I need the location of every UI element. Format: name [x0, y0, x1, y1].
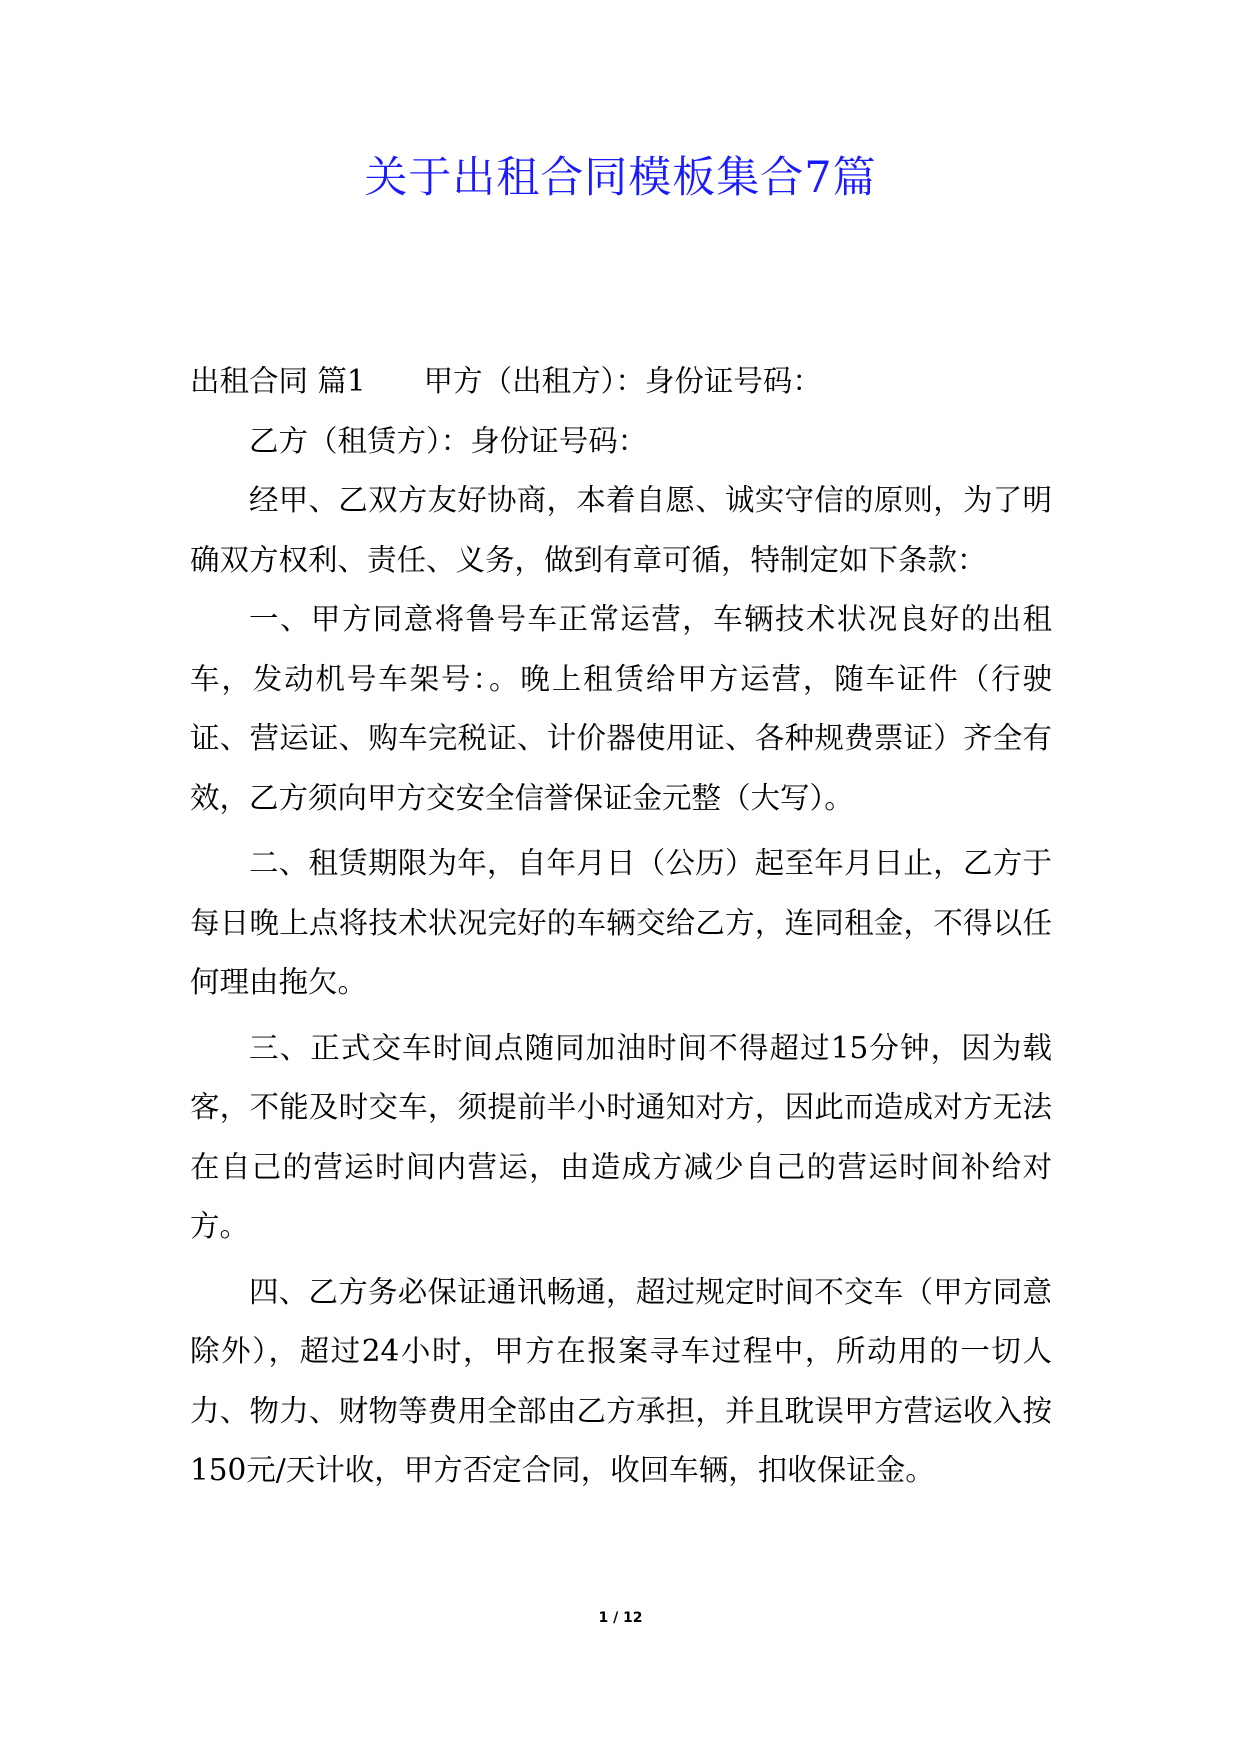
document-body — [190, 352, 1052, 1501]
page-indicator: 1 / 12 — [598, 1610, 643, 1626]
party-a-line: 甲方（出租方）：身份证号码： — [423, 364, 822, 398]
paragraph-clause-4: 四、乙方务必保证通讯畅通，超过规定时间不交车（甲方同意除外），超过24小时，甲方在报案寻车过程中，所动用的一切人力、物力、财物等费用全部由乙方承担，并且耽误甲方营运收入按150元/天计收，甲方否定合同，收回车辆，扣收保证金。 — [190, 1274, 1052, 1487]
paragraph-clause-2: 二、租赁期限为年，自年月日（公历）起至年月日止，乙方于每日晚上点将技术状况完好的车辆交给乙方，连同租金，不得以任何理由拖欠。 — [190, 846, 1052, 999]
paragraph-party-b: 乙方（租赁方）：身份证号码： — [249, 423, 648, 458]
section-label: 出租合同 篇1 — [190, 364, 366, 398]
paragraph-clause-3: 三、正式交车时间点随同加油时间不得超过15分钟，因为载客，不能及时交车，须提前半小时通知对方，因此而造成对方无法在自己的营运时间内营运，由造成方减少自己的营运时间补给对方。 — [190, 1030, 1052, 1243]
paragraph-clause-1: 一、甲方同意将鲁号车正常运营，车辆技术状况良好的出租车，发动机号车架号：。晚上租赁给甲方运营，随车证件（行驶证、营运证、购车完税证、计价器使用证、各种规费票证）齐全有效，乙方须向甲方交安全信誉保证金元整（大写）。 — [190, 602, 1052, 815]
document-title: 关于出租合同模板集合7篇 — [364, 153, 877, 203]
paragraph-preamble: 经甲、乙双方友好协商，本着自愿、诚实守信的原则，为了明确双方权利、责任、义务，做到有章可循，特制定如下条款： — [190, 483, 1052, 577]
heading-line — [190, 352, 1052, 412]
